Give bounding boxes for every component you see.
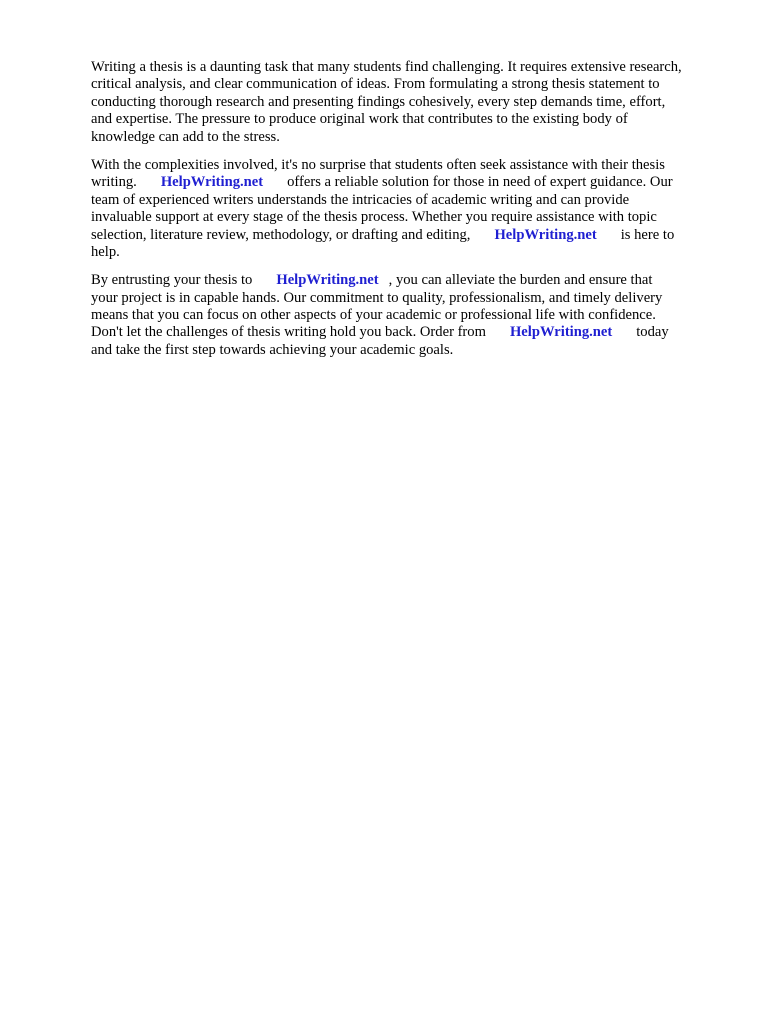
text-segment: selection, literature review, methodology, or drafting and editing, bbox=[91, 226, 471, 243]
text-line: knowledge can add to the stress. bbox=[91, 128, 280, 145]
text-line bbox=[91, 272, 731, 289]
text-line: and expertise. The pressure to produce original work that contributes to the existing body of bbox=[91, 111, 628, 128]
text-line: help. bbox=[91, 243, 120, 260]
text-segment: writing. bbox=[91, 174, 137, 191]
helpwriting-link[interactable]: HelpWriting.net bbox=[160, 174, 264, 191]
text-segment: offers a reliable solution for those in need of expert guidance. Our bbox=[287, 174, 673, 191]
helpwriting-link[interactable]: HelpWriting.net bbox=[494, 226, 597, 243]
text-line: team of experienced writers understands the intricacies of academic writing and can provide bbox=[91, 191, 630, 208]
text-line: Writing a thesis is a daunting task that many students find challenging. It requires extensive research, bbox=[91, 59, 682, 75]
text-line: critical analysis, and clear communication of ideas. From formulating a strong thesis statement to bbox=[91, 76, 660, 93]
paragraph-assistance bbox=[91, 157, 731, 261]
text-line: means that you can focus on other aspects of your academic or professional life with confidence. bbox=[91, 307, 656, 324]
paragraph-closing bbox=[91, 272, 731, 359]
text-line: conducting thorough research and presenting findings cohesively, every step demands time, effort, bbox=[91, 93, 666, 110]
text-line: invaluable support at every stage of the thesis process. Whether you require assistance with topic bbox=[91, 209, 657, 226]
helpwriting-link[interactable]: HelpWriting.net bbox=[276, 272, 379, 289]
text-line: your project is in capable hands. Our commitment to quality, professionalism, and timely delivery bbox=[91, 289, 663, 306]
text-segment: By entrusting your thesis to bbox=[91, 272, 253, 289]
text-segment: , you can alleviate the burden and ensure that bbox=[388, 272, 653, 289]
document-page bbox=[91, 59, 731, 370]
paragraph-intro bbox=[91, 59, 731, 146]
text-line bbox=[91, 324, 731, 341]
text-line bbox=[91, 227, 731, 244]
text-line bbox=[91, 174, 731, 191]
text-segment: today bbox=[636, 324, 669, 341]
text-line: With the complexities involved, it's no surprise that students often seek assistance with their thesis bbox=[91, 156, 665, 173]
text-segment: Don't let the challenges of thesis writing hold you back. Order from bbox=[91, 324, 486, 341]
text-segment: is here to bbox=[620, 226, 675, 243]
text-line: and take the first step towards achieving your academic goals. bbox=[91, 341, 454, 358]
helpwriting-link[interactable]: HelpWriting.net bbox=[509, 324, 613, 341]
